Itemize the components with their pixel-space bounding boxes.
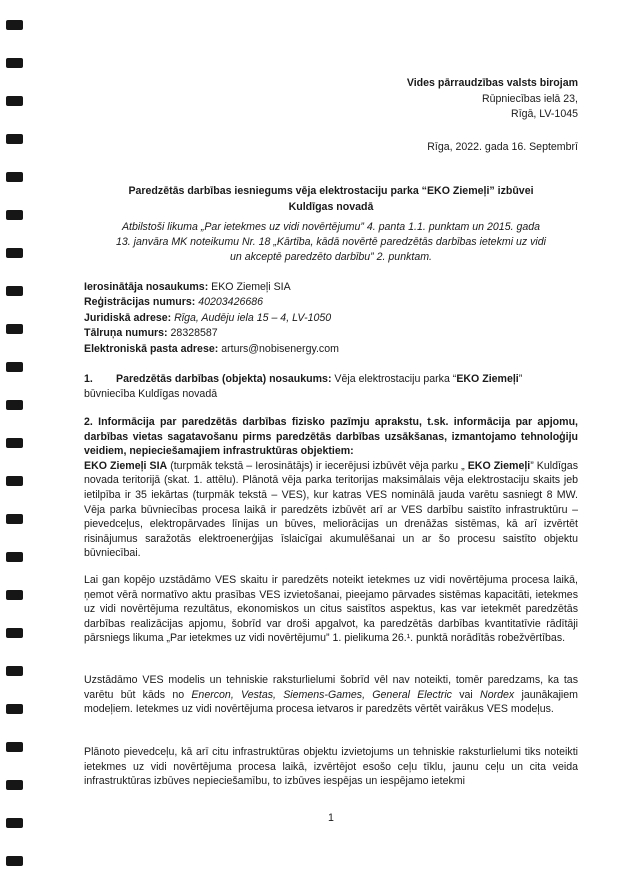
date-line: Rīga, 2022. gada 16. Septembrī — [427, 141, 578, 153]
section-2-p1-text-a: (turpmāk tekstā – Ierosinātājs) ir iecerējusi izbūvēt vēja parku „ — [167, 459, 468, 472]
section-1-text-b: ” — [518, 373, 523, 385]
legal-basis-line-1: Atbilstoši likuma „Par ietekmes uz vidi novērtējumu” 4. panta 1.1. punktam un 2015. gada — [121, 221, 541, 233]
registration-row — [84, 295, 339, 310]
section-2-paragraph-3 — [84, 673, 578, 717]
section-1 — [84, 372, 578, 401]
section-2-p1-text-b: ” Kuldīgas novada teritorijā (skat. 1. attēlu). Plānotā vēja parka teritorijas maksimālais vēja elektrostaciju skaits jeb ietilpība ir 35 iekārtas (turpmāk tekstā – VES), kur katras VES nominālā jauda varētu sasniegt 8 MW. Vēja parka būvniecības procesa laikā ir paredzēts izbūvēt arī ar VES darbību saistīto infrastruktūru – pievedceļus, elektropārvades līnijas un būves, meliorācijas un drenāžas sistēmas, kā arī izvērtēt risinājumus saražotās elektroenerģijas īslaicīgai akumulēšanai un ar šo procesu saistīto objektu būvniecībai. — [84, 459, 578, 560]
title-line-1: Paredzētās darbības iesniegums vēja elektrostaciju parka “EKO Ziemeļi” izbūvei — [128, 185, 534, 197]
section-2-paragraph-4: Plānoto pievedceļu, kā arī citu infrastruktūras objektu izvietojums un tehniskie raksturlielumi tiks noteikti ietekmes uz vidi novērtējuma procesa laikā, izvērtējot esošo ceļu tīklu, jaunu ceļu un cita veida infrastruktūras izbūves nepieciešamību, to izbūves iespējas un iespējamo ietekmi — [84, 746, 578, 788]
legal-basis — [96, 220, 566, 265]
legal-basis-line-3: un akceptē paredzēto darbību” 2. punktam. — [229, 251, 432, 263]
section-1-line-2: būvniecība Kuldīgas novadā — [84, 387, 218, 400]
email-value: arturs@nobisenergy.com — [218, 342, 339, 355]
page-number: 1 — [328, 812, 334, 824]
phone-label: Tālruņa numurs: — [84, 327, 168, 340]
company-name: EKO Ziemeļi SIA — [84, 459, 168, 472]
section-2-p3-text-b: vai — [451, 688, 481, 701]
document-title — [124, 183, 538, 215]
initiator-name-label: Ierosinātāja nosaukums: — [84, 281, 209, 293]
phone-row — [84, 326, 339, 341]
recipient-name: Vides pārraudzības valsts birojam — [406, 77, 578, 89]
legal-address-value: Rīga, Audēju iela 15 – 4, LV-1050 — [171, 311, 332, 324]
legal-address-row — [84, 311, 339, 326]
section-2-heading: 2. Informācija par paredzētās darbības fizisko pazīmju aprakstu, t.sk. informācija par apjomu, darbības vietas sagatavošanu pirms paredzētās darbības uzsākšanas, izmantojamo tehnoloģiju veidiem, nepieciešamajiem infrastruktūras objektiem: — [84, 416, 578, 458]
document-page — [84, 0, 578, 876]
email-label: Elektroniskā pasta adrese: — [84, 342, 219, 355]
section-2-paragraph-1 — [84, 459, 578, 561]
section-1-label: Paredzētās darbības (objekta) nosaukums: — [116, 373, 332, 385]
section-1-number: 1. — [84, 373, 93, 385]
recipient-address — [407, 76, 578, 123]
registration-label: Reģistrācijas numurs: — [84, 296, 196, 309]
section-2-p3-text-c: jaunākajiem modeļiem. Ietekmes uz vidi novērtējuma procesa ietvaros ir paredzēts vērtēt vairākus VES modeļus. — [84, 688, 578, 716]
legal-basis-line-2: 13. janvāra MK noteikumu Nr. 18 „Kārtība, kādā novērtē paredzētās darbības ietekmi uz vidi — [115, 236, 547, 248]
section-2-p3-text-a: Uzstādāmo VES modelis un tehniskie raksturlielumi šobrīd vēl nav noteikti, tomēr paredzams, ka tas varētu būt kāds no — [84, 674, 578, 701]
section-1-line-1 — [84, 372, 578, 387]
manufacturers-list: Enercon, Vestas, Siemens-Games, General Electric — [191, 688, 452, 701]
registration-value: 40203426686 — [195, 296, 264, 309]
initiator-name-row — [84, 280, 339, 295]
legal-address-label: Juridiskā adrese: — [84, 311, 172, 324]
section-2 — [84, 415, 578, 561]
recipient-city: Rīgā, LV-1045 — [511, 108, 578, 120]
title-line-2: Kuldīgas novadā — [288, 201, 374, 213]
section-1-project-name: EKO Ziemeļi — [456, 373, 519, 385]
section-1-text-a: Vēja elektrostaciju parka “ — [331, 373, 457, 385]
manufacturer-nordex: Nordex — [480, 688, 515, 701]
initiator-name-value: EKO Ziemeļi SIA — [208, 281, 291, 293]
initiator-info — [84, 280, 339, 357]
section-2-paragraph-2: Lai gan kopējo uzstādāmo VES skaitu ir paredzēts noteikt ietekmes uz vidi novērtējuma procesa laikā, ņemot vērā normatīvo aktu prasības VES izvietošanai, pieejamo pārvades sistēmas kapacitāti, ietekmes uz vidi novērtējuma rezultātus, ekonomiskos un citus saistītos aspektus, kas var ietekmēt paredzētās darbības realizācijas apjomu, šobrīd var droši apgalvot, ka paredzētās darbības kvantitatīvie rādītāji pārsniegs likuma „Par ietekmes uz vidi novērtējumu” 1. pielikuma 26.¹. punktā norādītās robežvērtības. — [84, 574, 578, 645]
recipient-street: Rūpniecības ielā 23, — [482, 92, 578, 105]
spiral-binding — [0, 0, 30, 876]
phone-value: 28328587 — [167, 327, 218, 340]
project-name: EKO Ziemeļi — [467, 459, 531, 472]
email-row — [84, 342, 339, 357]
